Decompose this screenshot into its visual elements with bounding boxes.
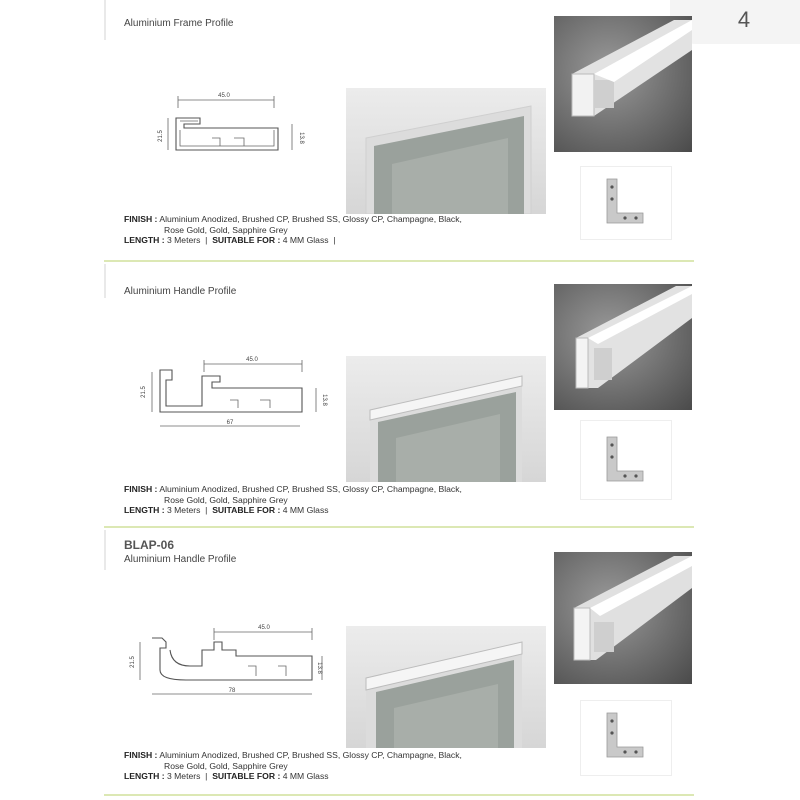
product-section-handle-profile <box>104 264 694 528</box>
profile-technical-drawing <box>126 620 326 700</box>
dim-bottom-label: 67 <box>226 420 234 426</box>
profile-3d-render <box>554 284 692 410</box>
length-label: LENGTH : <box>124 505 165 516</box>
length-value: 3 Meters <box>166 771 201 782</box>
suitable-label: SUITABLE FOR : <box>212 771 281 782</box>
section-left-rule <box>104 0 106 40</box>
finish-value-cont: Rose Gold, Gold, Sapphire Grey <box>164 760 288 771</box>
corner-bracket-photo <box>580 700 672 776</box>
dim-top-label: 45.0 <box>246 357 258 363</box>
cabinet-door-photo <box>346 88 546 214</box>
dim-bottom-label: 78 <box>228 688 236 694</box>
suitable-value: 4 MM Glass <box>282 235 329 246</box>
suitable-value: 4 MM Glass <box>282 505 329 516</box>
section-divider <box>104 260 694 262</box>
dim-left-label: 21.5 <box>158 130 164 142</box>
profile-3d-render <box>554 16 692 152</box>
product-title: Aluminium Handle Profile <box>124 554 237 565</box>
profile-technical-drawing <box>132 352 332 432</box>
suitable-label: SUITABLE FOR : <box>212 235 281 246</box>
length-value: 3 Meters <box>166 505 201 516</box>
dim-top-label: 45.0 <box>218 93 230 99</box>
specifications-block: FINISH : Aluminium Anodized, Brushed CP, Brushed SS, Glossy CP, Champagne, Black, Rose Gold, Gold, Sapphire Grey LENGTH : 3 Meters | SUITABLE FOR : 4 MM Glass | <box>122 214 542 246</box>
cabinet-door-photo <box>346 626 546 748</box>
finish-value: Aluminium Anodized, Brushed CP, Brushed SS, Glossy CP, Champagne, Black, <box>159 484 462 494</box>
finish-label: FINISH : <box>124 484 158 494</box>
section-divider <box>104 794 694 796</box>
page-number: 4 <box>670 0 800 44</box>
profile-3d-render <box>554 552 692 684</box>
dim-left-label: 21.5 <box>141 386 147 398</box>
model-code: BLAP-06 <box>124 538 175 552</box>
finish-value: Aluminium Anodized, Brushed CP, Brushed SS, Glossy CP, Champagne, Black, <box>159 750 462 760</box>
length-value: 3 Meters <box>166 235 201 246</box>
section-left-rule <box>104 530 106 570</box>
product-section-frame-profile <box>104 0 694 262</box>
dim-right-label: 13.8 <box>316 662 322 674</box>
corner-bracket-photo <box>580 166 672 240</box>
product-section-blap-06 <box>104 530 694 800</box>
cabinet-door-photo <box>346 356 546 482</box>
finish-value-cont: Rose Gold, Gold, Sapphire Grey <box>164 224 288 235</box>
product-title: Aluminium Handle Profile <box>124 286 237 297</box>
dim-top-label: 45.0 <box>258 625 270 631</box>
dim-left-label: 21.5 <box>130 656 136 668</box>
profile-outline <box>176 118 278 150</box>
specifications-block: FINISH : Aluminium Anodized, Brushed CP, Brushed SS, Glossy CP, Champagne, Black, Rose Gold, Gold, Sapphire Grey LENGTH : 3 Meters | SUITABLE FOR : 4 MM Glass <box>122 750 542 782</box>
length-label: LENGTH : <box>124 235 165 246</box>
dim-right-label: 13.8 <box>321 394 327 406</box>
dim-right-label: 13.8 <box>298 132 304 144</box>
suitable-value: 4 MM Glass <box>282 771 329 782</box>
profile-technical-drawing <box>154 88 334 158</box>
section-left-rule <box>104 264 106 298</box>
specifications-block: FINISH : Aluminium Anodized, Brushed CP, Brushed SS, Glossy CP, Champagne, Black, Rose Gold, Gold, Sapphire Grey LENGTH : 3 Meters | SUITABLE FOR : 4 MM Glass <box>122 484 542 516</box>
corner-bracket-photo <box>580 420 672 500</box>
finish-label: FINISH : <box>124 750 158 760</box>
length-label: LENGTH : <box>124 771 165 782</box>
finish-value: Aluminium Anodized, Brushed CP, Brushed SS, Glossy CP, Champagne, Black, <box>159 214 462 224</box>
section-divider <box>104 526 694 528</box>
product-title: Aluminium Frame Profile <box>124 18 234 29</box>
finish-value-cont: Rose Gold, Gold, Sapphire Grey <box>164 494 288 505</box>
finish-label: FINISH : <box>124 214 158 224</box>
suitable-label: SUITABLE FOR : <box>212 505 281 516</box>
